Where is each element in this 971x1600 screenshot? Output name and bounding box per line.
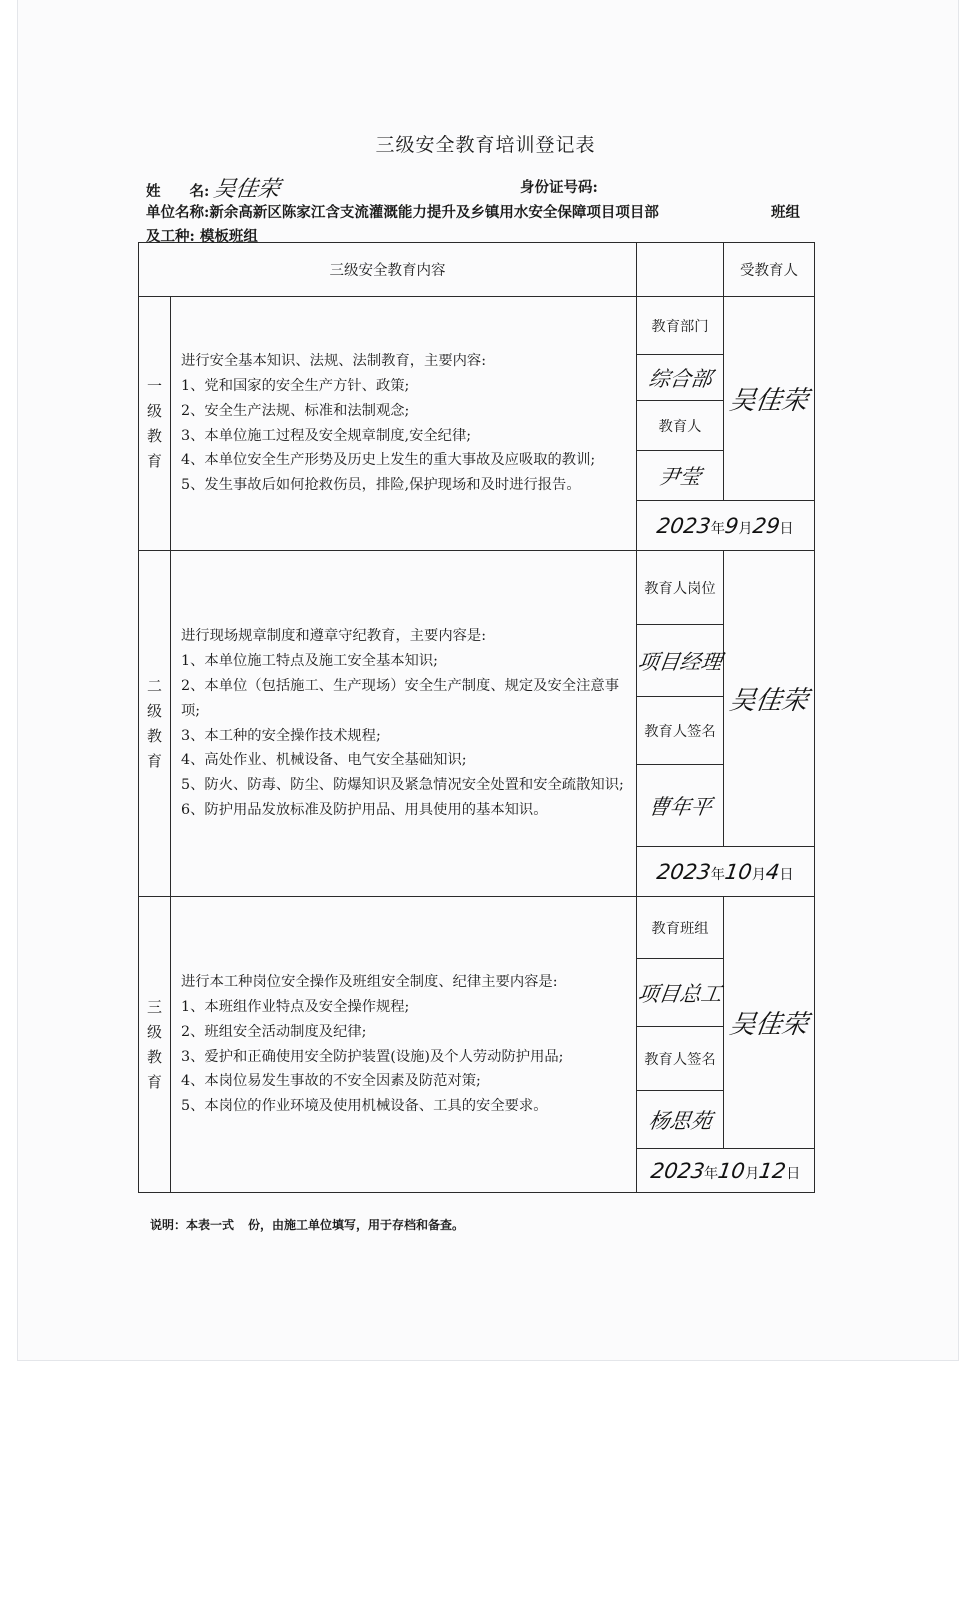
- level2-educator-signature: 曹年平: [637, 765, 724, 847]
- level3-item: 3、爱护和正确使用安全防护装置(设施)及个人劳动防护用品;: [181, 1048, 564, 1065]
- id-label: 身份证号码:: [520, 179, 598, 196]
- level2-item: 3、本工种的安全操作技术规程;: [181, 727, 381, 744]
- level1-row: [139, 297, 815, 355]
- level3-item: 1、本班组作业特点及安全操作规程;: [181, 998, 410, 1015]
- level2-name: 二 级 教 育: [139, 551, 171, 897]
- level2-item: 4、高处作业、机械设备、电气安全基础知识;: [181, 752, 467, 769]
- level2-row: [139, 551, 815, 625]
- level3-name: 三 级 教 育: [139, 897, 171, 1193]
- level3-trainee-signature: 吴佳荣: [724, 897, 815, 1149]
- level1-item: 2、安全生产法规、标准和法制观念;: [181, 402, 410, 419]
- footnote-suffix: 份，由施工单位填写，用于存档和备查。: [248, 1218, 465, 1232]
- trainee-column-header: 受教育人: [724, 243, 815, 297]
- level2-label-educator-signature: 教育人签名: [637, 697, 724, 765]
- trade-value: 模板班组: [199, 228, 258, 245]
- level2-trainee-signature: 吴佳荣: [724, 551, 815, 847]
- footnote: [150, 1216, 464, 1233]
- footnote-prefix: 说明：本表一式: [150, 1218, 235, 1232]
- level3-label-educator-signature: 教育人签名: [637, 1027, 724, 1091]
- level2-item: 2、本单位（包括施工、生产现场）安全生产制度、规定及安全注意事项;: [181, 677, 619, 719]
- level1-department-value: 综合部: [637, 355, 724, 401]
- level3-label-team: 教育班组: [637, 897, 724, 959]
- content-column-header: 三级安全教育内容: [139, 243, 637, 297]
- unit-row: [146, 201, 659, 222]
- level3-item: 4、本岗位易发生事故的不安全因素及防范对策;: [181, 1073, 481, 1090]
- level1-item: 3、本单位施工过程及安全规章制度,安全纪律;: [181, 427, 472, 444]
- level1-name: 一 级 教 育: [139, 297, 171, 551]
- registration-table: [138, 242, 815, 1193]
- unit-label: 单位名称:: [146, 204, 210, 221]
- level1-item: 5、发生事故后如何抢救伤员，排险,保护现场和及时进行报告。: [181, 477, 581, 494]
- name-row: [146, 172, 280, 203]
- level1-label-department: 教育部门: [637, 297, 724, 355]
- level3-team-value: 项目总工: [637, 959, 724, 1027]
- level2-label-position: 教育人岗位: [637, 551, 724, 625]
- level2-position-value: 项目经理: [637, 625, 724, 697]
- form-title: 三级安全教育培训登记表: [375, 134, 596, 156]
- name-value: 吴佳荣: [212, 177, 282, 202]
- level1-item: 4、本单位安全生产形势及历史上发生的重大事故及应吸取的教训;: [181, 452, 596, 469]
- level2-item: 5、防火、防毒、防尘、防爆知识及紧急情况安全处置和安全疏散知识;: [181, 777, 624, 794]
- level1-label-educator: 教育人: [637, 401, 724, 451]
- trade-label: 及工种:: [146, 228, 195, 245]
- level3-date: 2023年10月12日: [637, 1149, 815, 1193]
- header-blank-cell: [637, 243, 724, 297]
- level2-item: 1、本单位施工特点及施工安全基本知识;: [181, 653, 438, 670]
- level1-content: [171, 297, 637, 551]
- level1-item: 1、党和国家的安全生产方针、政策;: [181, 377, 410, 394]
- team-label: 班组: [771, 204, 800, 221]
- level3-intro: 进行本工种岗位安全操作及班组安全制度、纪律主要内容是:: [181, 974, 558, 991]
- level3-content: [171, 897, 637, 1193]
- level2-content: [171, 551, 637, 897]
- level3-item: 5、本岗位的作业环境及使用机械设备、工具的安全要求。: [181, 1098, 548, 1115]
- level3-row: [139, 897, 815, 959]
- level3-educator-signature: 杨思苑: [637, 1091, 724, 1149]
- level2-date: 2023年10月4日: [637, 847, 815, 897]
- id-row: [520, 176, 598, 197]
- name-label: 姓 名:: [146, 183, 210, 200]
- table-header-row: [139, 243, 815, 297]
- level1-intro: 进行安全基本知识、法规、法制教育，主要内容:: [181, 353, 487, 370]
- level1-educator-signature: 尹莹: [637, 451, 724, 501]
- level2-item: 6、防护用品发放标准及防护用品、用具使用的基本知识。: [181, 801, 548, 818]
- level2-intro: 进行现场规章制度和遵章守纪教育，主要内容是:: [181, 628, 487, 645]
- level3-item: 2、班组安全活动制度及纪律;: [181, 1023, 367, 1040]
- level1-trainee-signature: 吴佳荣: [724, 297, 815, 501]
- unit-value: 新余高新区陈家江含支流灌溉能力提升及乡镇用水安全保障项目项目部: [209, 204, 659, 221]
- level1-date: 2023年9月29日: [637, 501, 815, 551]
